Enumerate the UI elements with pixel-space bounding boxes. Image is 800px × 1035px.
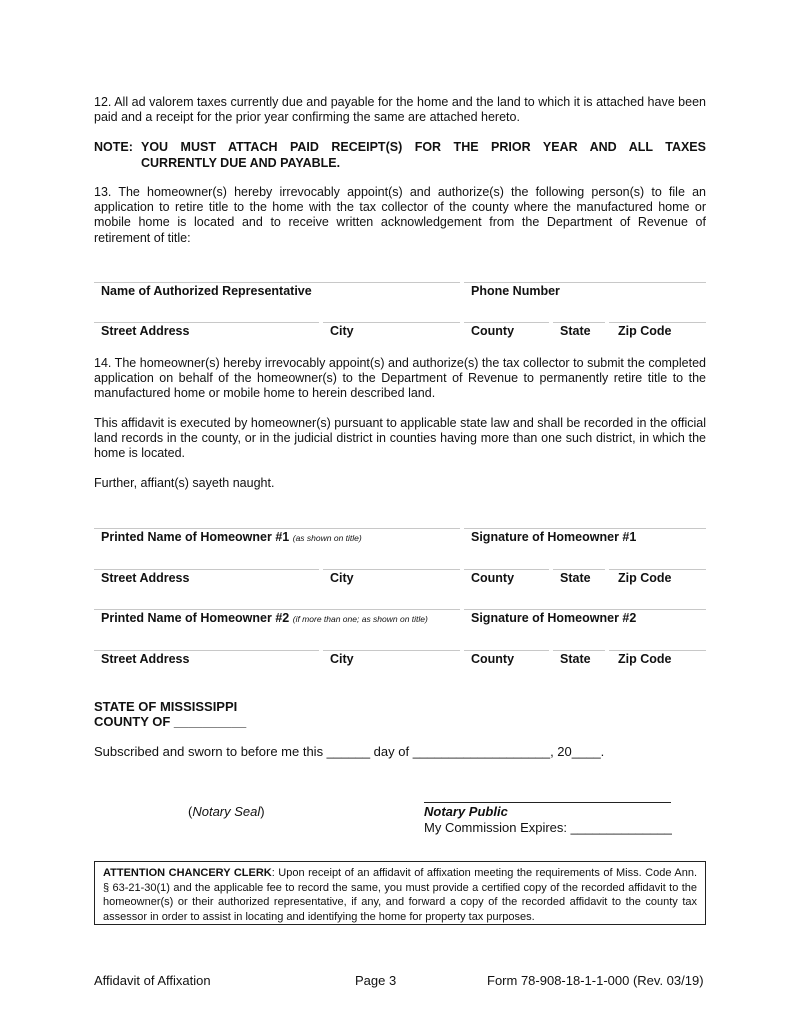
state-county-block — [94, 699, 246, 729]
note-block — [94, 140, 706, 171]
homeowner-2-city-field[interactable] — [323, 650, 460, 671]
street-label: Street Address — [101, 324, 190, 338]
zip-label: Zip Code — [618, 652, 672, 666]
zip-label: Zip Code — [618, 324, 672, 338]
homeowner-1-street-field[interactable] — [94, 569, 319, 590]
homeowner-1-name-note: (as shown on title) — [292, 533, 362, 543]
footer-page-number: Page 3 — [355, 973, 397, 988]
notary-public-label: Notary Public — [424, 804, 508, 819]
state-heading: STATE OF MISSISSIPPI — [94, 699, 238, 714]
street-label: Street Address — [101, 652, 190, 666]
homeowner-2-row — [94, 609, 706, 629]
homeowner-1-address-row — [94, 569, 706, 589]
homeowner-2-signature-label: Signature of Homeowner #2 — [471, 611, 637, 625]
city-label: City — [330, 324, 354, 338]
zip-label: Zip Code — [618, 571, 672, 585]
homeowner-1-state-field[interactable] — [553, 569, 605, 590]
county-heading: COUNTY OF __________ — [94, 714, 247, 729]
homeowner-1-name-field[interactable] — [94, 528, 460, 549]
item-14-text: 14. The homeowner(s) hereby irrevocably appoint(s) and authorize(s) the tax collector to submit the completed application on behalf of the homeowner(s) to the Department of Revenue to permanently retire title to the manufactured home or mobile home to herein described land. — [94, 356, 706, 401]
homeowner-1-row — [94, 528, 706, 548]
homeowner-1-city-field[interactable] — [323, 569, 460, 590]
note-line-1: YOU MUST ATTACH PAID RECEIPT(S) FOR THE PRIOR YEAR AND ALL TAXES — [141, 140, 706, 154]
footer-left: Affidavit of Affixation — [94, 973, 211, 988]
representative-name-field[interactable] — [94, 282, 460, 303]
homeowner-2-state-field[interactable] — [553, 650, 605, 671]
street-label: Street Address — [101, 571, 190, 585]
footer-form-number: Form 78-908-18-1-1-000 (Rev. 03/19) — [487, 973, 704, 988]
homeowner-2-zip-field[interactable] — [609, 650, 706, 671]
representative-phone-label: Phone Number — [471, 284, 560, 298]
state-label: State — [560, 324, 591, 338]
item-13-text: 13. The homeowner(s) hereby irrevocably appoint(s) and authorize(s) the following person(s) to file an application to retire title to the home with the tax collector of the county where the manufactured home or mobile home is located and to receive written acknowledgement from the Department of Revenue of retirement of title: — [94, 185, 706, 245]
representative-zip-field[interactable] — [609, 322, 706, 343]
representative-city-field[interactable] — [323, 322, 460, 343]
sworn-statement: Subscribed and sworn to before me this ______ day of ___________________, 20____. — [94, 744, 605, 759]
homeowner-2-signature-field[interactable] — [464, 609, 706, 630]
notary-seal-label: (Notary Seal) — [188, 804, 265, 819]
homeowner-1-name-label: Printed Name of Homeowner #1 (as shown on title) — [101, 530, 362, 544]
homeowner-2-street-field[interactable] — [94, 650, 319, 671]
further-text: Further, affiant(s) sayeth naught. — [94, 476, 275, 490]
city-label: City — [330, 652, 354, 666]
county-label: County — [471, 652, 515, 666]
homeowner-2-name-field[interactable] — [94, 609, 460, 630]
representative-address-row — [94, 322, 706, 342]
state-label: State — [560, 571, 591, 585]
clerk-notice-text: : Upon receipt of an affidavit of affixation meeting the requirements of Miss. Code Ann. § 63-21-30(1) and the applicable fee to record the same, you must provide a certified copy of the recorded affidavit to the homeowner(s) or their authorized representative, if any, and forward a copy of the recorded affidavit to the county tax assessor in order to assist in locating and identifying the home for property tax purposes. — [103, 867, 697, 923]
note-lead: NOTE: — [94, 140, 133, 154]
representative-row — [94, 282, 706, 302]
clerk-notice-lead: ATTENTION CHANCERY CLERK — [103, 867, 272, 879]
homeowner-1-signature-field[interactable] — [464, 528, 706, 549]
representative-phone-field[interactable] — [464, 282, 706, 303]
commission-expires: My Commission Expires: ______________ — [424, 820, 672, 835]
homeowner-2-address-row — [94, 650, 706, 670]
affidavit-text: This affidavit is executed by homeowner(s) pursuant to applicable state law and shall be recorded in the official land records in the county, or in the judicial district in counties having more than one such district, in which the home is located. — [94, 416, 706, 461]
state-label: State — [560, 652, 591, 666]
representative-county-field[interactable] — [464, 322, 549, 343]
chancery-clerk-notice — [94, 861, 706, 925]
county-label: County — [471, 324, 515, 338]
homeowner-1-signature-label: Signature of Homeowner #1 — [471, 530, 637, 544]
item-12-text: 12. All ad valorem taxes currently due and payable for the home and the land to which it is attached have been paid and a receipt for the prior year confirming the same are attached hereto. — [94, 95, 706, 125]
representative-name-label: Name of Authorized Representative — [101, 284, 312, 298]
homeowner-1-county-field[interactable] — [464, 569, 549, 590]
homeowner-2-name-label: Printed Name of Homeowner #2 (if more than one; as shown on title) — [101, 611, 428, 625]
notary-signature-line[interactable] — [424, 802, 671, 803]
homeowner-2-county-field[interactable] — [464, 650, 549, 671]
homeowner-1-zip-field[interactable] — [609, 569, 706, 590]
notary-block — [424, 804, 672, 836]
city-label: City — [330, 571, 354, 585]
representative-state-field[interactable] — [553, 322, 605, 343]
representative-street-field[interactable] — [94, 322, 319, 343]
note-line-2: CURRENTLY DUE AND PAYABLE. — [141, 155, 341, 170]
county-label: County — [471, 571, 515, 585]
homeowner-2-name-note: (if more than one; as shown on title) — [292, 614, 428, 624]
